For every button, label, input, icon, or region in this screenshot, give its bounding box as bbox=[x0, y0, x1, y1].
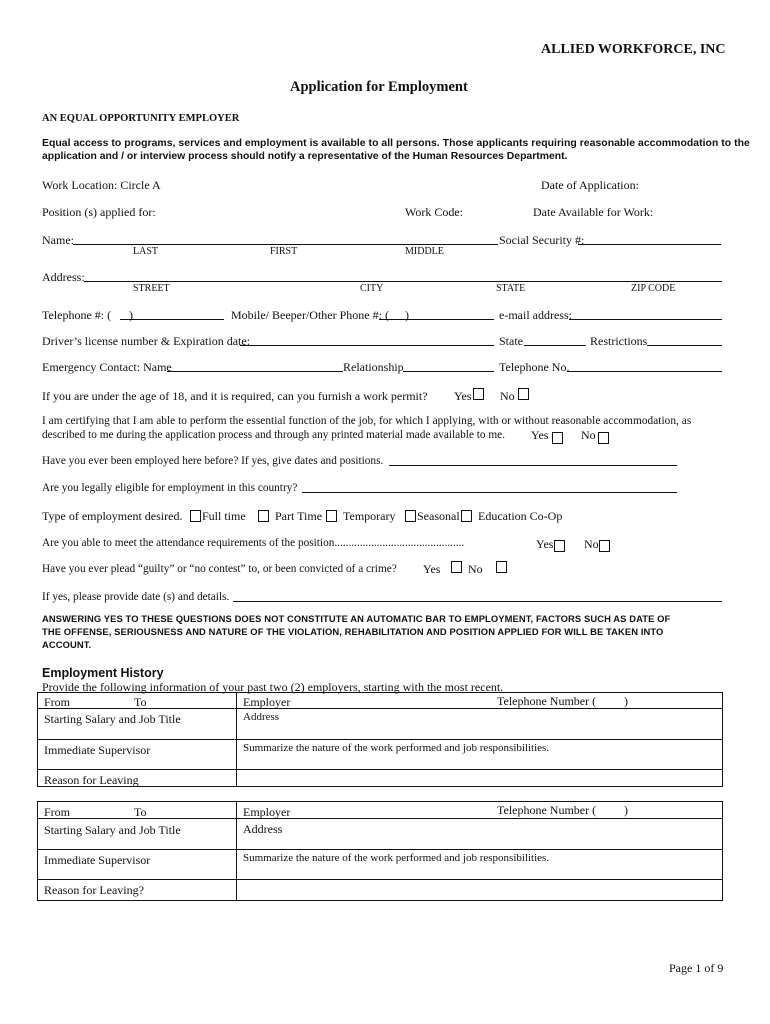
notice-line3: ACCOUNT. bbox=[42, 639, 92, 650]
mobile-input[interactable] bbox=[379, 319, 494, 320]
eligible-question: Are you legally eligible for employment in this country? bbox=[42, 482, 298, 494]
block1-from-label: From bbox=[44, 695, 71, 709]
emergency-phone-label: Telephone No. bbox=[499, 360, 570, 374]
attendance-no-checkbox[interactable] bbox=[599, 540, 610, 552]
access-statement-line2: application and / or interview process should notify a representative of the Human Resources Department. bbox=[42, 151, 568, 162]
work-location-label: Work Location: Circle A bbox=[42, 178, 161, 192]
emergency-name-input[interactable] bbox=[167, 371, 343, 372]
name-last-caption: LAST bbox=[133, 246, 158, 257]
conviction-yes-checkbox[interactable] bbox=[451, 561, 462, 573]
notice-line2: THE OFFENSE, SERIOUSNESS AND NATURE OF THE VIOLATION, REHABILITATION AND POSITION APPLIED FOR WILL BE TAKEN INTO bbox=[42, 626, 664, 637]
block1-reason-label: Reason for Leaving bbox=[44, 773, 139, 787]
eeo-statement: AN EQUAL OPPORTUNITY EMPLOYER bbox=[42, 113, 240, 124]
position-label: Position (s) applied for: bbox=[42, 205, 156, 219]
block1-address-label: Address bbox=[243, 711, 280, 723]
page-title: Application for Employment bbox=[290, 79, 468, 95]
temporary-checkbox[interactable] bbox=[326, 510, 337, 522]
name-input[interactable] bbox=[73, 244, 498, 245]
block2-supervisor-label: Immediate Supervisor bbox=[44, 853, 151, 867]
employment-history-heading: Employment History bbox=[42, 666, 164, 680]
date-available-label: Date Available for Work: bbox=[533, 205, 654, 219]
employment-history-instructions: Provide the following information of your past two (2) employers, starting with the most recent. bbox=[42, 680, 504, 694]
access-statement-line1: Equal access to programs, services and employment is available to all persons. Those applicants requiring reasonable accommodation to the bbox=[42, 138, 750, 149]
state-label: State bbox=[499, 334, 523, 348]
work-permit-yes-checkbox[interactable] bbox=[473, 388, 484, 400]
relationship-label: Relationship bbox=[343, 360, 404, 374]
block2-telephone-label: Telephone Number ( bbox=[497, 803, 597, 817]
certify-yes-label: Yes bbox=[531, 428, 549, 442]
telephone-paren-close: ) bbox=[129, 308, 133, 322]
part-time-label: Part Time bbox=[275, 509, 323, 523]
conviction-no-label: No bbox=[468, 562, 483, 576]
emergency-contact-label: Emergency Contact: Name bbox=[42, 360, 172, 374]
block1-supervisor-label: Immediate Supervisor bbox=[44, 743, 151, 757]
block2-from-label: From bbox=[44, 805, 71, 819]
block1-telephone-label: Telephone Number ( bbox=[497, 694, 597, 708]
emergency-phone-input[interactable] bbox=[567, 371, 722, 372]
attendance-no-label: No bbox=[584, 537, 599, 551]
block1-to-label: To bbox=[134, 695, 147, 709]
employed-before-input[interactable] bbox=[389, 465, 677, 466]
mobile-label: Mobile/ Beeper/Other Phone #: ( bbox=[231, 308, 389, 322]
block2-salary-label: Starting Salary and Job Title bbox=[44, 823, 181, 837]
block2-to-label: To bbox=[134, 805, 147, 819]
telephone-label: Telephone #: ( bbox=[42, 308, 112, 322]
attendance-yes-label: Yes bbox=[536, 537, 554, 551]
conviction-details-input[interactable] bbox=[233, 601, 722, 602]
work-code-label: Work Code: bbox=[405, 205, 464, 219]
full-time-label: Full time bbox=[202, 509, 246, 523]
name-first-caption: FIRST bbox=[270, 246, 298, 257]
work-permit-no-checkbox[interactable] bbox=[518, 388, 529, 400]
drivers-license-label: Driver’s license number & Expiration date: bbox=[42, 334, 251, 348]
relationship-input[interactable] bbox=[403, 371, 494, 372]
block2-reason-label: Reason for Leaving? bbox=[44, 883, 144, 897]
address-state-caption: STATE bbox=[496, 283, 526, 294]
restrictions-label: Restrictions bbox=[590, 334, 648, 348]
education-coop-label: Education Co-Op bbox=[478, 509, 563, 523]
work-permit-question: If you are under the age of 18, and it is required, can you furnish a work permit? bbox=[42, 389, 428, 403]
notice-line1: ANSWERING YES TO THESE QUESTIONS DOES NOT CONSTITUTE AN AUTOMATIC BAR TO EMPLOYMENT, FACTORS SUCH AS DATE OF bbox=[42, 613, 671, 624]
mobile-paren-close: ) bbox=[405, 308, 409, 322]
block1-employer-label: Employer bbox=[243, 695, 291, 709]
drivers-license-input[interactable] bbox=[240, 345, 494, 346]
telephone-input[interactable] bbox=[120, 319, 224, 320]
certify-yes-checkbox[interactable] bbox=[552, 432, 563, 444]
name-middle-caption: MIDDLE bbox=[405, 246, 444, 257]
name-label: Name: bbox=[42, 233, 74, 247]
conviction-question: Have you ever plead “guilty” or “no contest” to, or been convicted of a crime? bbox=[42, 563, 397, 575]
seasonal-checkbox[interactable] bbox=[405, 510, 416, 522]
eligible-input[interactable] bbox=[302, 492, 677, 493]
employment-type-label: Type of employment desired. bbox=[42, 509, 183, 523]
work-permit-no-label: No bbox=[500, 389, 515, 403]
block2-telephone-close: ) bbox=[624, 803, 628, 817]
employed-before-question: Have you ever been employed here before? If yes, give dates and positions. bbox=[42, 455, 384, 467]
temporary-label: Temporary bbox=[343, 509, 396, 523]
address-zip-caption: ZIP CODE bbox=[631, 283, 676, 294]
address-street-caption: STREET bbox=[133, 283, 170, 294]
block2-address-label: Address bbox=[243, 822, 283, 836]
attendance-question: Are you able to meet the attendance requirements of the position.............................................. bbox=[42, 537, 465, 549]
certify-statement-line1: I am certifying that I am able to perform the essential function of the job, for which I applying, with or without reasonable accommodation, as bbox=[42, 415, 692, 427]
conviction-no-checkbox[interactable] bbox=[496, 561, 507, 573]
email-input[interactable] bbox=[569, 319, 722, 320]
ssn-label: Social Security #: bbox=[499, 233, 585, 247]
certify-no-checkbox[interactable] bbox=[598, 432, 609, 444]
company-name: ALLIED WORKFORCE, INC bbox=[541, 42, 726, 57]
ssn-input[interactable] bbox=[578, 244, 721, 245]
restrictions-input[interactable] bbox=[647, 345, 722, 346]
conviction-details-label: If yes, please provide date (s) and details. bbox=[42, 591, 230, 603]
education-coop-checkbox[interactable] bbox=[461, 510, 472, 522]
block1-salary-label: Starting Salary and Job Title bbox=[44, 712, 181, 726]
state-input[interactable] bbox=[524, 345, 586, 346]
address-label: Address: bbox=[42, 270, 85, 284]
page-number: Page 1 of 9 bbox=[669, 961, 724, 975]
block2-summary-label: Summarize the nature of the work performed and job responsibilities. bbox=[243, 852, 550, 864]
block2-employer-label: Employer bbox=[243, 805, 291, 819]
email-label: e-mail address: bbox=[499, 308, 572, 322]
block1-summary-label: Summarize the nature of the work performed and job responsibilities. bbox=[243, 742, 550, 754]
attendance-yes-checkbox[interactable] bbox=[554, 540, 565, 552]
date-of-application-label: Date of Application: bbox=[541, 178, 639, 192]
address-input[interactable] bbox=[84, 281, 722, 282]
certify-no-label: No bbox=[581, 428, 596, 442]
seasonal-label: Seasonal bbox=[417, 509, 460, 523]
work-permit-yes-label: Yes bbox=[454, 389, 472, 403]
block1-telephone-close: ) bbox=[624, 694, 628, 708]
address-city-caption: CITY bbox=[360, 283, 384, 294]
full-time-checkbox[interactable] bbox=[190, 510, 201, 522]
certify-statement-line2: described to me during the application process and through any printed material made available to me. bbox=[42, 429, 506, 441]
conviction-yes-label: Yes bbox=[423, 562, 441, 576]
part-time-checkbox[interactable] bbox=[258, 510, 269, 522]
